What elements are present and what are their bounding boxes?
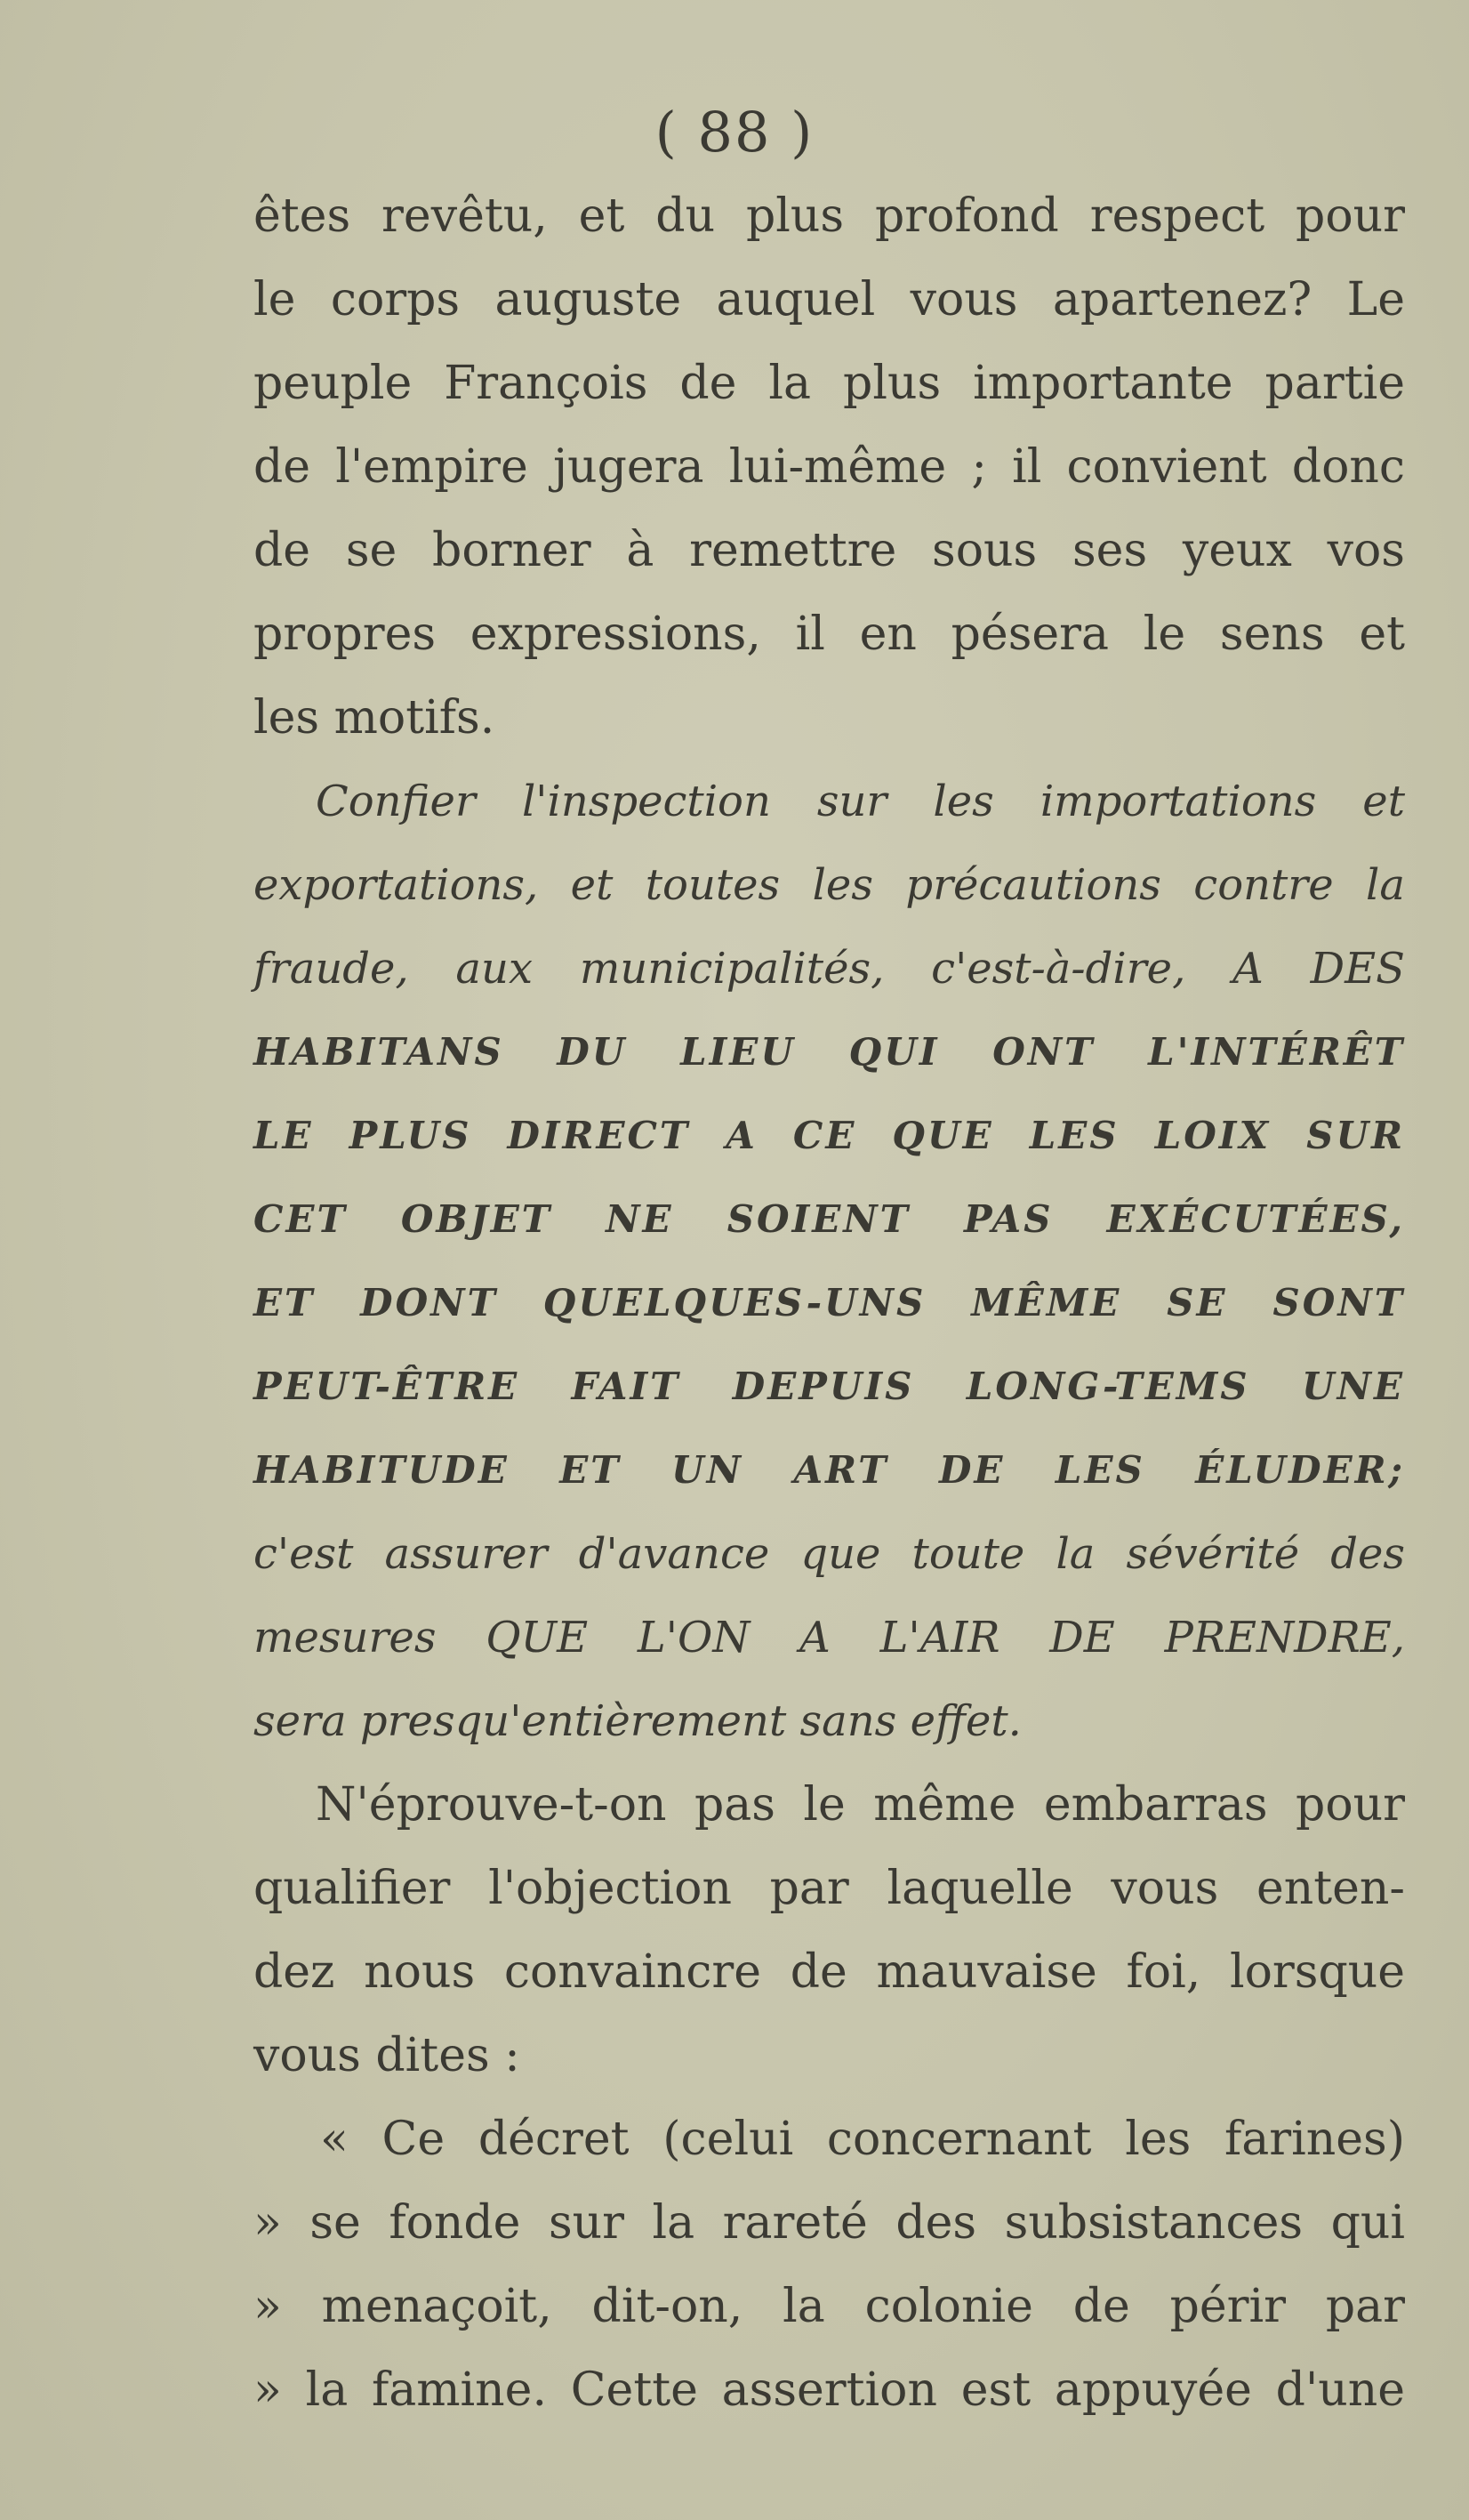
text-line: de se borner à remettre sous ses yeux vos [253, 524, 1405, 577]
text-line: qualifier l'objection par laquelle vous enten- [253, 1862, 1405, 1915]
text-line: les motifs. [253, 691, 495, 745]
text-line: HABITUDE ET UN ART DE LES ÉLUDER; [253, 1448, 1405, 1492]
text-line: sera presqu'entièrement sans effet. [253, 1696, 1022, 1746]
text-line: c'est assurer d'avance que toute la sévérité des [253, 1529, 1405, 1579]
text-line: ET DONT QUELQUES-UNS MÊME SE SONT [253, 1281, 1405, 1324]
quote-line: » menaçoit, dit-on, la colonie de périr par [253, 2280, 1405, 2333]
text-line: N'éprouve-t-on pas le même embarras pour [316, 1778, 1405, 1832]
text-line: dez nous convaincre de mauvaise foi, lorsque [253, 1945, 1405, 1999]
text-line: peuple François de la plus importante partie [253, 357, 1405, 410]
text-line: exportations, et toutes les précautions contre la [253, 860, 1405, 910]
text-line: fraude, aux municipalités, c'est-à-dire, A DES [253, 944, 1405, 994]
text-line: propres expressions, il en pésera le sens et [253, 608, 1405, 661]
text-line: LE PLUS DIRECT A CE QUE LES LOIX SUR [253, 1114, 1405, 1157]
page-number: ( 88 ) [654, 100, 815, 165]
text-line: de l'empire jugera lui-même ; il convient donc [253, 440, 1405, 494]
text-line: CET OBJET NE SOIENT PAS EXÉCUTÉES, [253, 1197, 1405, 1241]
quote-line: » se fonde sur la rareté des subsistances qui [253, 2196, 1405, 2250]
text-line: mesures QUE L'ON A L'AIR DE PRENDRE, [253, 1613, 1405, 1663]
text-line: PEUT-ÊTRE FAIT DEPUIS LONG-TEMS UNE [253, 1365, 1405, 1408]
text-line: vous dites : [253, 2029, 520, 2082]
body-text [253, 174, 1405, 2432]
quote-line: » la famine. Cette assertion est appuyée d'une [253, 2363, 1405, 2417]
text-line: êtes revêtu, et du plus profond respect pour [253, 189, 1405, 243]
quote-line: « Ce décret (celui concernant les farines) [320, 2113, 1405, 2166]
text-line: le corps auguste auquel vous apartenez? Le [253, 273, 1405, 326]
text-line: HABITANS DU LIEU QUI ONT L'INTÉRÊT [253, 1030, 1405, 1074]
text-line: Confier l'inspection sur les importations et [316, 777, 1405, 826]
